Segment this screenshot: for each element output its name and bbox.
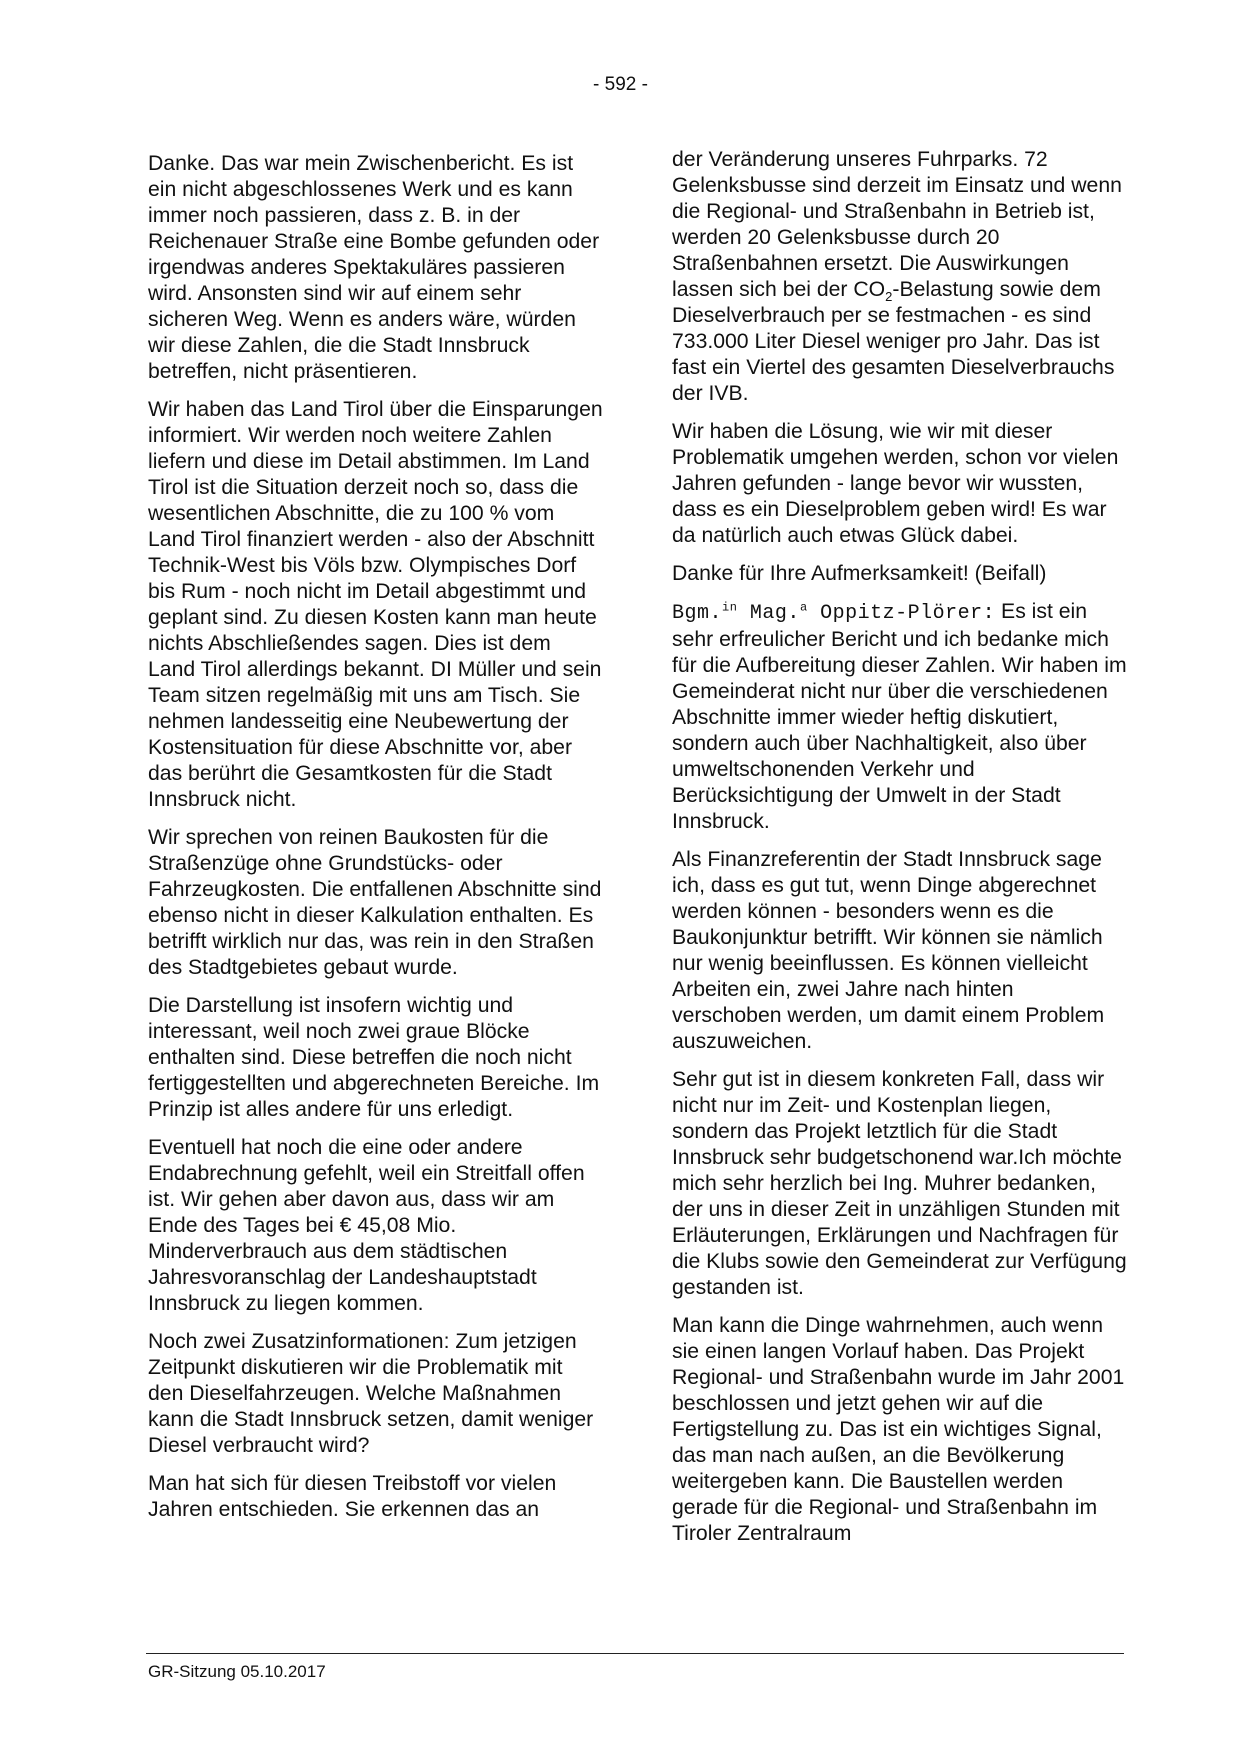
- paragraph: Wir haben das Land Tirol über die Einsparungen informiert. Wir werden noch weitere Zahlen liefern und diese im Detail abstimmen. Im Land Tirol ist die Situation derzeit noch so, dass die wesentlichen Abschnitte, die zu 100 % vom Land Tirol finanziert werden - also der Abschnitt Technik-West bis Völs bzw. Olympisches Dorf bis Rum - noch nicht im Detail abgestimmt und geplant sind. Zu diesen Kosten kann man heute nichts Abschließendes sagen. Dies ist dem Land Tirol allerdings bekannt. DI Müller und sein Team sitzen regelmäßig mit uns am Tisch. Sie nehmen landesseitig eine Neubewertung der Kostensituation für diese Abschnitte vor, aber das berührt die Gesamtkosten für die Stadt Innsbruck nicht.: [148, 398, 603, 811]
- paragraph: Wir haben die Lösung, wie wir mit dieser Problematik umgehen werden, schon vor vielen Jahren gefunden - lange bevor wir wussten, dass es ein Dieselproblem geben wird! Es war da natürlich auch etwas Glück dabei.: [672, 420, 1119, 547]
- speaker-surname: Oppitz-Plörer:: [807, 602, 996, 625]
- paragraph: Man hat sich für diesen Treibstoff vor vielen Jahren entschieden. Sie erkennen das an: [148, 1472, 557, 1521]
- paragraph: Als Finanzreferentin der Stadt Innsbruck sage ich, dass es gut tut, wenn Dinge abgerechnet werden können - besonders wenn es die Baukonjunktur betrifft. Wir können sie nämlich nur wenig beeinflussen. Es können vielleicht Arbeiten ein, zwei Jahre nach hinten verschoben werden, um damit einem Problem auszuweichen.: [672, 848, 1105, 1053]
- paragraph: Man kann die Dinge wahrnehmen, auch wenn sie einen langen Vorlauf haben. Das Projekt Regional- und Straßenbahn wurde im Jahr 2001 beschlossen und jetzt gehen wir auf die Fertigstellung zu. Das ist ein wichtiges Signal, das man nach außen, an die Bevölkerung weitergeben kann. Die Baustellen werden gerade für die Regional- und Straßenbahn im Tiroler Zentralraum: [672, 1314, 1125, 1545]
- left-column: [148, 151, 603, 1535]
- speaker-title-sup: in: [722, 600, 738, 615]
- paragraph: Danke. Das war mein Zwischenbericht. Es ist ein nicht abgeschlossenes Werk und es kann immer noch passieren, dass z. B. in der Reichenauer Straße eine Bombe gefunden oder irgendwas anderes Spektakuläres passieren wird. Ansonsten sind wir auf einem sehr sicheren Weg. Wenn es anders wäre, würden wir diese Zahlen, die die Stadt Innsbruck betreffen, nicht präsentieren.: [148, 152, 600, 383]
- paragraph: Eventuell hat noch die eine oder andere Endabrechnung gefehlt, weil ein Streitfall offen ist. Wir gehen aber davon aus, dass wir am Ende des Tages bei € 45,08 Mio. Minderverbrauch aus dem städtischen Jahresvoranschlag der Landeshauptstadt Innsbruck zu liegen kommen.: [148, 1136, 585, 1315]
- speaker-name: [672, 602, 995, 625]
- speaker-title: Bgm.: [672, 602, 723, 625]
- footer-divider: [146, 1653, 1124, 1654]
- text-segment: -Belastung sowie dem Dieselverbrauch per se festmachen - es sind 733.000 Liter Diesel weniger pro Jahr. Das ist fast ein Viertel des gesamten Dieselverbrauchs der IVB.: [672, 278, 1115, 405]
- paragraph: [672, 147, 1127, 407]
- right-column: [672, 147, 1127, 1559]
- speaker-title: Mag.: [737, 602, 800, 625]
- speaker-text: Es ist ein sehr erfreulicher Bericht und ich bedanke mich für die Aufbereitung dieser Zahlen. Wir haben im Gemeinderat nicht nur über die verschiedenen Abschnitte immer wieder heftig diskutiert, sondern auch über Nachhaltigkeit, also über umweltschonenden Verkehr und Berücksichtigung der Umwelt in der Stadt Innsbruck.: [672, 600, 1127, 833]
- page-number: - 592 -: [593, 74, 648, 95]
- paragraph: Wir sprechen von reinen Baukosten für die Straßenzüge ohne Grundstücks- oder Fahrzeugkosten. Die entfallenen Abschnitte sind ebenso nicht in dieser Kalkulation enthalten. Es betrifft wirklich nur das, was rein in den Straßen des Stadtgebietes gebaut wurde.: [148, 826, 602, 979]
- speaker-title-sup: a: [799, 600, 808, 615]
- text-segment: der Veränderung unseres Fuhrparks. 72 Gelenksbusse sind derzeit im Einsatz und wenn die Regional- und Straßenbahn in Betrieb ist, werden 20 Gelenksbusse durch 20 Straßenbahnen ersetzt. Die Auswirkungen lassen sich bei der CO: [672, 148, 1122, 301]
- paragraph: Noch zwei Zusatzinformationen: Zum jetzigen Zeitpunkt diskutieren wir die Problematik mit den Dieselfahrzeugen. Welche Maßnahmen kann die Stadt Innsbruck setzen, damit weniger Diesel verbraucht wird?: [148, 1330, 594, 1457]
- co2-subscript: 2: [885, 289, 893, 305]
- paragraph: Sehr gut ist in diesem konkreten Fall, dass wir nicht nur im Zeit- und Kostenplan liegen, sondern das Projekt letztlich für die Stadt Innsbruck sehr budgetschonend war.Ich möchte mich sehr herzlich bei Ing. Muhrer bedanken, der uns in dieser Zeit in unzähligen Stunden mit Erläuterungen, Erklärungen und Nachfragen für die Klubs sowie den Gemeinderat zur Verfügung gestanden ist.: [672, 1068, 1127, 1299]
- paragraph: Die Darstellung ist insofern wichtig und interessant, weil noch zwei graue Blöcke enthalten sind. Diese betreffen die noch nicht fertiggestellten und abgerechneten Bereiche. Im Prinzip ist alles andere für uns erledigt.: [148, 994, 600, 1121]
- paragraph: Danke für Ihre Aufmerksamkeit! (Beifall): [672, 562, 1047, 585]
- footer-text: GR-Sitzung 05.10.2017: [148, 1662, 326, 1681]
- speaker-paragraph: [672, 599, 1127, 835]
